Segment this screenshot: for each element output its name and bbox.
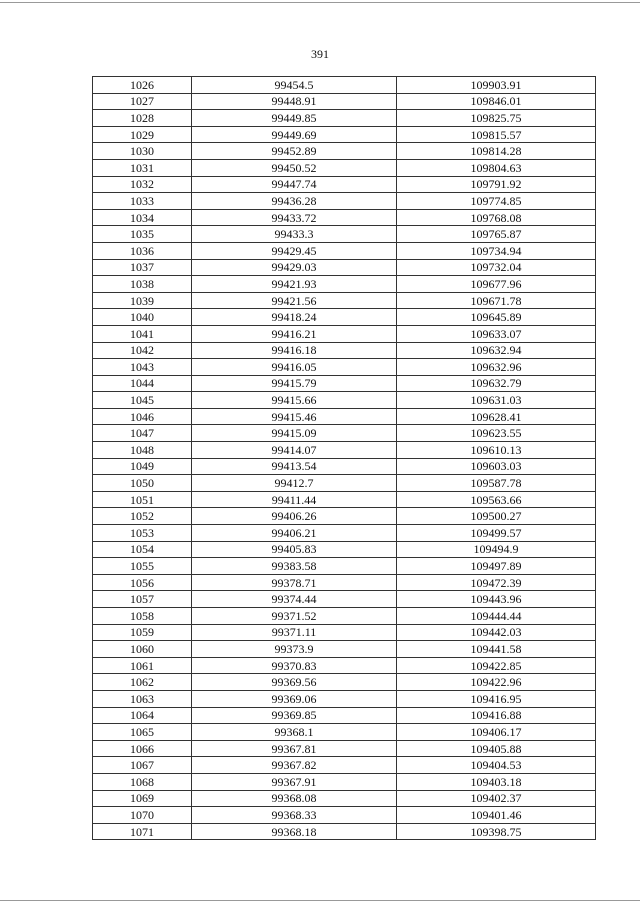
y-coordinate-cell: 109645.89 [397,309,596,326]
y-coordinate-cell: 109677.96 [397,276,596,293]
point-number-cell: 1053 [93,525,192,542]
x-coordinate-cell: 99429.45 [192,242,397,259]
y-coordinate-cell: 109563.66 [397,491,596,508]
table-row [93,757,596,774]
table-row [93,624,596,641]
point-number-cell: 1036 [93,242,192,259]
x-coordinate-cell: 99368.1 [192,724,397,741]
point-number-cell: 1066 [93,740,192,757]
x-coordinate-cell: 99383.58 [192,558,397,575]
y-coordinate-cell: 109632.79 [397,375,596,392]
y-coordinate-cell: 109671.78 [397,292,596,309]
table-row [93,475,596,492]
x-coordinate-cell: 99448.91 [192,93,397,110]
point-number-cell: 1047 [93,425,192,442]
x-coordinate-cell: 99452.89 [192,143,397,160]
y-coordinate-cell: 109732.04 [397,259,596,276]
x-coordinate-cell: 99433.3 [192,226,397,243]
x-coordinate-cell: 99368.33 [192,807,397,824]
y-coordinate-cell: 109406.17 [397,724,596,741]
point-number-cell: 1032 [93,176,192,193]
point-number-cell: 1067 [93,757,192,774]
y-coordinate-cell: 109774.85 [397,193,596,210]
x-coordinate-cell: 99371.11 [192,624,397,641]
x-coordinate-cell: 99374.44 [192,591,397,608]
point-number-cell: 1060 [93,641,192,658]
point-number-cell: 1045 [93,392,192,409]
y-coordinate-cell: 109814.28 [397,143,596,160]
y-coordinate-cell: 109404.53 [397,757,596,774]
x-coordinate-cell: 99412.7 [192,475,397,492]
point-number-cell: 1065 [93,724,192,741]
y-coordinate-cell: 109500.27 [397,508,596,525]
point-number-cell: 1055 [93,558,192,575]
point-number-cell: 1029 [93,126,192,143]
y-coordinate-cell: 109416.95 [397,690,596,707]
x-coordinate-cell: 99368.08 [192,790,397,807]
x-coordinate-cell: 99449.69 [192,126,397,143]
table-row [93,790,596,807]
table-row [93,541,596,558]
table-row [93,375,596,392]
point-number-cell: 1049 [93,458,192,475]
page-top-edge [0,2,640,3]
x-coordinate-cell: 99415.79 [192,375,397,392]
point-number-cell: 1038 [93,276,192,293]
y-coordinate-cell: 109631.03 [397,392,596,409]
table-row [93,823,596,840]
table-row [93,657,596,674]
point-number-cell: 1033 [93,193,192,210]
point-number-cell: 1041 [93,325,192,342]
y-coordinate-cell: 109633.07 [397,325,596,342]
y-coordinate-cell: 109422.85 [397,657,596,674]
y-coordinate-cell: 109791.92 [397,176,596,193]
y-coordinate-cell: 109494.9 [397,541,596,558]
y-coordinate-cell: 109603.03 [397,458,596,475]
table-row [93,773,596,790]
table-row [93,591,596,608]
x-coordinate-cell: 99367.81 [192,740,397,757]
table-row [93,126,596,143]
y-coordinate-cell: 109632.94 [397,342,596,359]
y-coordinate-cell: 109610.13 [397,442,596,459]
table-row [93,176,596,193]
x-coordinate-cell: 99369.06 [192,690,397,707]
table-row [93,707,596,724]
point-number-cell: 1035 [93,226,192,243]
x-coordinate-cell: 99429.03 [192,259,397,276]
x-coordinate-cell: 99369.56 [192,674,397,691]
point-number-cell: 1069 [93,790,192,807]
point-number-cell: 1039 [93,292,192,309]
table-row [93,359,596,376]
point-number-cell: 1026 [93,77,192,94]
point-number-cell: 1028 [93,110,192,127]
x-coordinate-cell: 99415.09 [192,425,397,442]
table-row [93,193,596,210]
table-row [93,309,596,326]
x-coordinate-cell: 99416.18 [192,342,397,359]
point-number-cell: 1063 [93,690,192,707]
table-row [93,259,596,276]
y-coordinate-cell: 109765.87 [397,226,596,243]
point-number-cell: 1034 [93,209,192,226]
point-number-cell: 1030 [93,143,192,160]
point-number-cell: 1051 [93,491,192,508]
y-coordinate-cell: 109499.57 [397,525,596,542]
point-number-cell: 1052 [93,508,192,525]
table-row [93,525,596,542]
y-coordinate-cell: 109401.46 [397,807,596,824]
x-coordinate-cell: 99378.71 [192,574,397,591]
x-coordinate-cell: 99450.52 [192,159,397,176]
x-coordinate-cell: 99406.21 [192,525,397,542]
table-row [93,558,596,575]
y-coordinate-cell: 109632.96 [397,359,596,376]
table-row [93,209,596,226]
x-coordinate-cell: 99414.07 [192,442,397,459]
coordinates-table [92,76,596,840]
table-row [93,242,596,259]
x-coordinate-cell: 99433.72 [192,209,397,226]
x-coordinate-cell: 99368.18 [192,823,397,840]
point-number-cell: 1040 [93,309,192,326]
x-coordinate-cell: 99416.05 [192,359,397,376]
table-row [93,724,596,741]
point-number-cell: 1059 [93,624,192,641]
y-coordinate-cell: 109734.94 [397,242,596,259]
y-coordinate-cell: 109768.08 [397,209,596,226]
x-coordinate-cell: 99421.56 [192,292,397,309]
table-row [93,226,596,243]
point-number-cell: 1056 [93,574,192,591]
table-row [93,690,596,707]
y-coordinate-cell: 109402.37 [397,790,596,807]
table-row [93,93,596,110]
point-number-cell: 1031 [93,159,192,176]
point-number-cell: 1058 [93,608,192,625]
x-coordinate-cell: 99405.83 [192,541,397,558]
table-row [93,342,596,359]
y-coordinate-cell: 109825.75 [397,110,596,127]
table-row [93,674,596,691]
table-row [93,491,596,508]
table-row [93,77,596,94]
y-coordinate-cell: 109628.41 [397,408,596,425]
page-bottom-edge [0,900,640,901]
y-coordinate-cell: 109903.91 [397,77,596,94]
x-coordinate-cell: 99411.44 [192,491,397,508]
table-row [93,508,596,525]
page-number: 391 [311,47,329,61]
point-number-cell: 1043 [93,359,192,376]
y-coordinate-cell: 109422.96 [397,674,596,691]
x-coordinate-cell: 99367.91 [192,773,397,790]
y-coordinate-cell: 109846.01 [397,93,596,110]
table-row [93,740,596,757]
table-row [93,807,596,824]
x-coordinate-cell: 99436.28 [192,193,397,210]
point-number-cell: 1064 [93,707,192,724]
y-coordinate-cell: 109472.39 [397,574,596,591]
point-number-cell: 1061 [93,657,192,674]
table-row [93,442,596,459]
y-coordinate-cell: 109497.89 [397,558,596,575]
point-number-cell: 1057 [93,591,192,608]
point-number-cell: 1027 [93,93,192,110]
y-coordinate-cell: 109443.96 [397,591,596,608]
y-coordinate-cell: 109815.57 [397,126,596,143]
table-row [93,425,596,442]
x-coordinate-cell: 99415.46 [192,408,397,425]
point-number-cell: 1042 [93,342,192,359]
table-row [93,159,596,176]
table-row [93,408,596,425]
point-number-cell: 1071 [93,823,192,840]
x-coordinate-cell: 99421.93 [192,276,397,293]
point-number-cell: 1062 [93,674,192,691]
x-coordinate-cell: 99369.85 [192,707,397,724]
point-number-cell: 1048 [93,442,192,459]
y-coordinate-cell: 109623.55 [397,425,596,442]
y-coordinate-cell: 109441.58 [397,641,596,658]
y-coordinate-cell: 109587.78 [397,475,596,492]
y-coordinate-cell: 109398.75 [397,823,596,840]
table-row [93,143,596,160]
point-number-cell: 1054 [93,541,192,558]
x-coordinate-cell: 99449.85 [192,110,397,127]
table-row [93,110,596,127]
y-coordinate-cell: 109416.88 [397,707,596,724]
point-number-cell: 1046 [93,408,192,425]
table-row [93,276,596,293]
table-row [93,458,596,475]
table-row [93,392,596,409]
x-coordinate-cell: 99454.5 [192,77,397,94]
point-number-cell: 1070 [93,807,192,824]
x-coordinate-cell: 99367.82 [192,757,397,774]
point-number-cell: 1068 [93,773,192,790]
table-row [93,641,596,658]
y-coordinate-cell: 109444.44 [397,608,596,625]
point-number-cell: 1037 [93,259,192,276]
x-coordinate-cell: 99418.24 [192,309,397,326]
table-row [93,325,596,342]
x-coordinate-cell: 99416.21 [192,325,397,342]
table-row [93,608,596,625]
y-coordinate-cell: 109442.03 [397,624,596,641]
x-coordinate-cell: 99371.52 [192,608,397,625]
point-number-cell: 1050 [93,475,192,492]
coordinates-table-body [93,77,596,840]
y-coordinate-cell: 109405.88 [397,740,596,757]
table-row [93,574,596,591]
table-row [93,292,596,309]
x-coordinate-cell: 99413.54 [192,458,397,475]
x-coordinate-cell: 99370.83 [192,657,397,674]
x-coordinate-cell: 99447.74 [192,176,397,193]
y-coordinate-cell: 109804.63 [397,159,596,176]
point-number-cell: 1044 [93,375,192,392]
x-coordinate-cell: 99415.66 [192,392,397,409]
x-coordinate-cell: 99406.26 [192,508,397,525]
x-coordinate-cell: 99373.9 [192,641,397,658]
y-coordinate-cell: 109403.18 [397,773,596,790]
